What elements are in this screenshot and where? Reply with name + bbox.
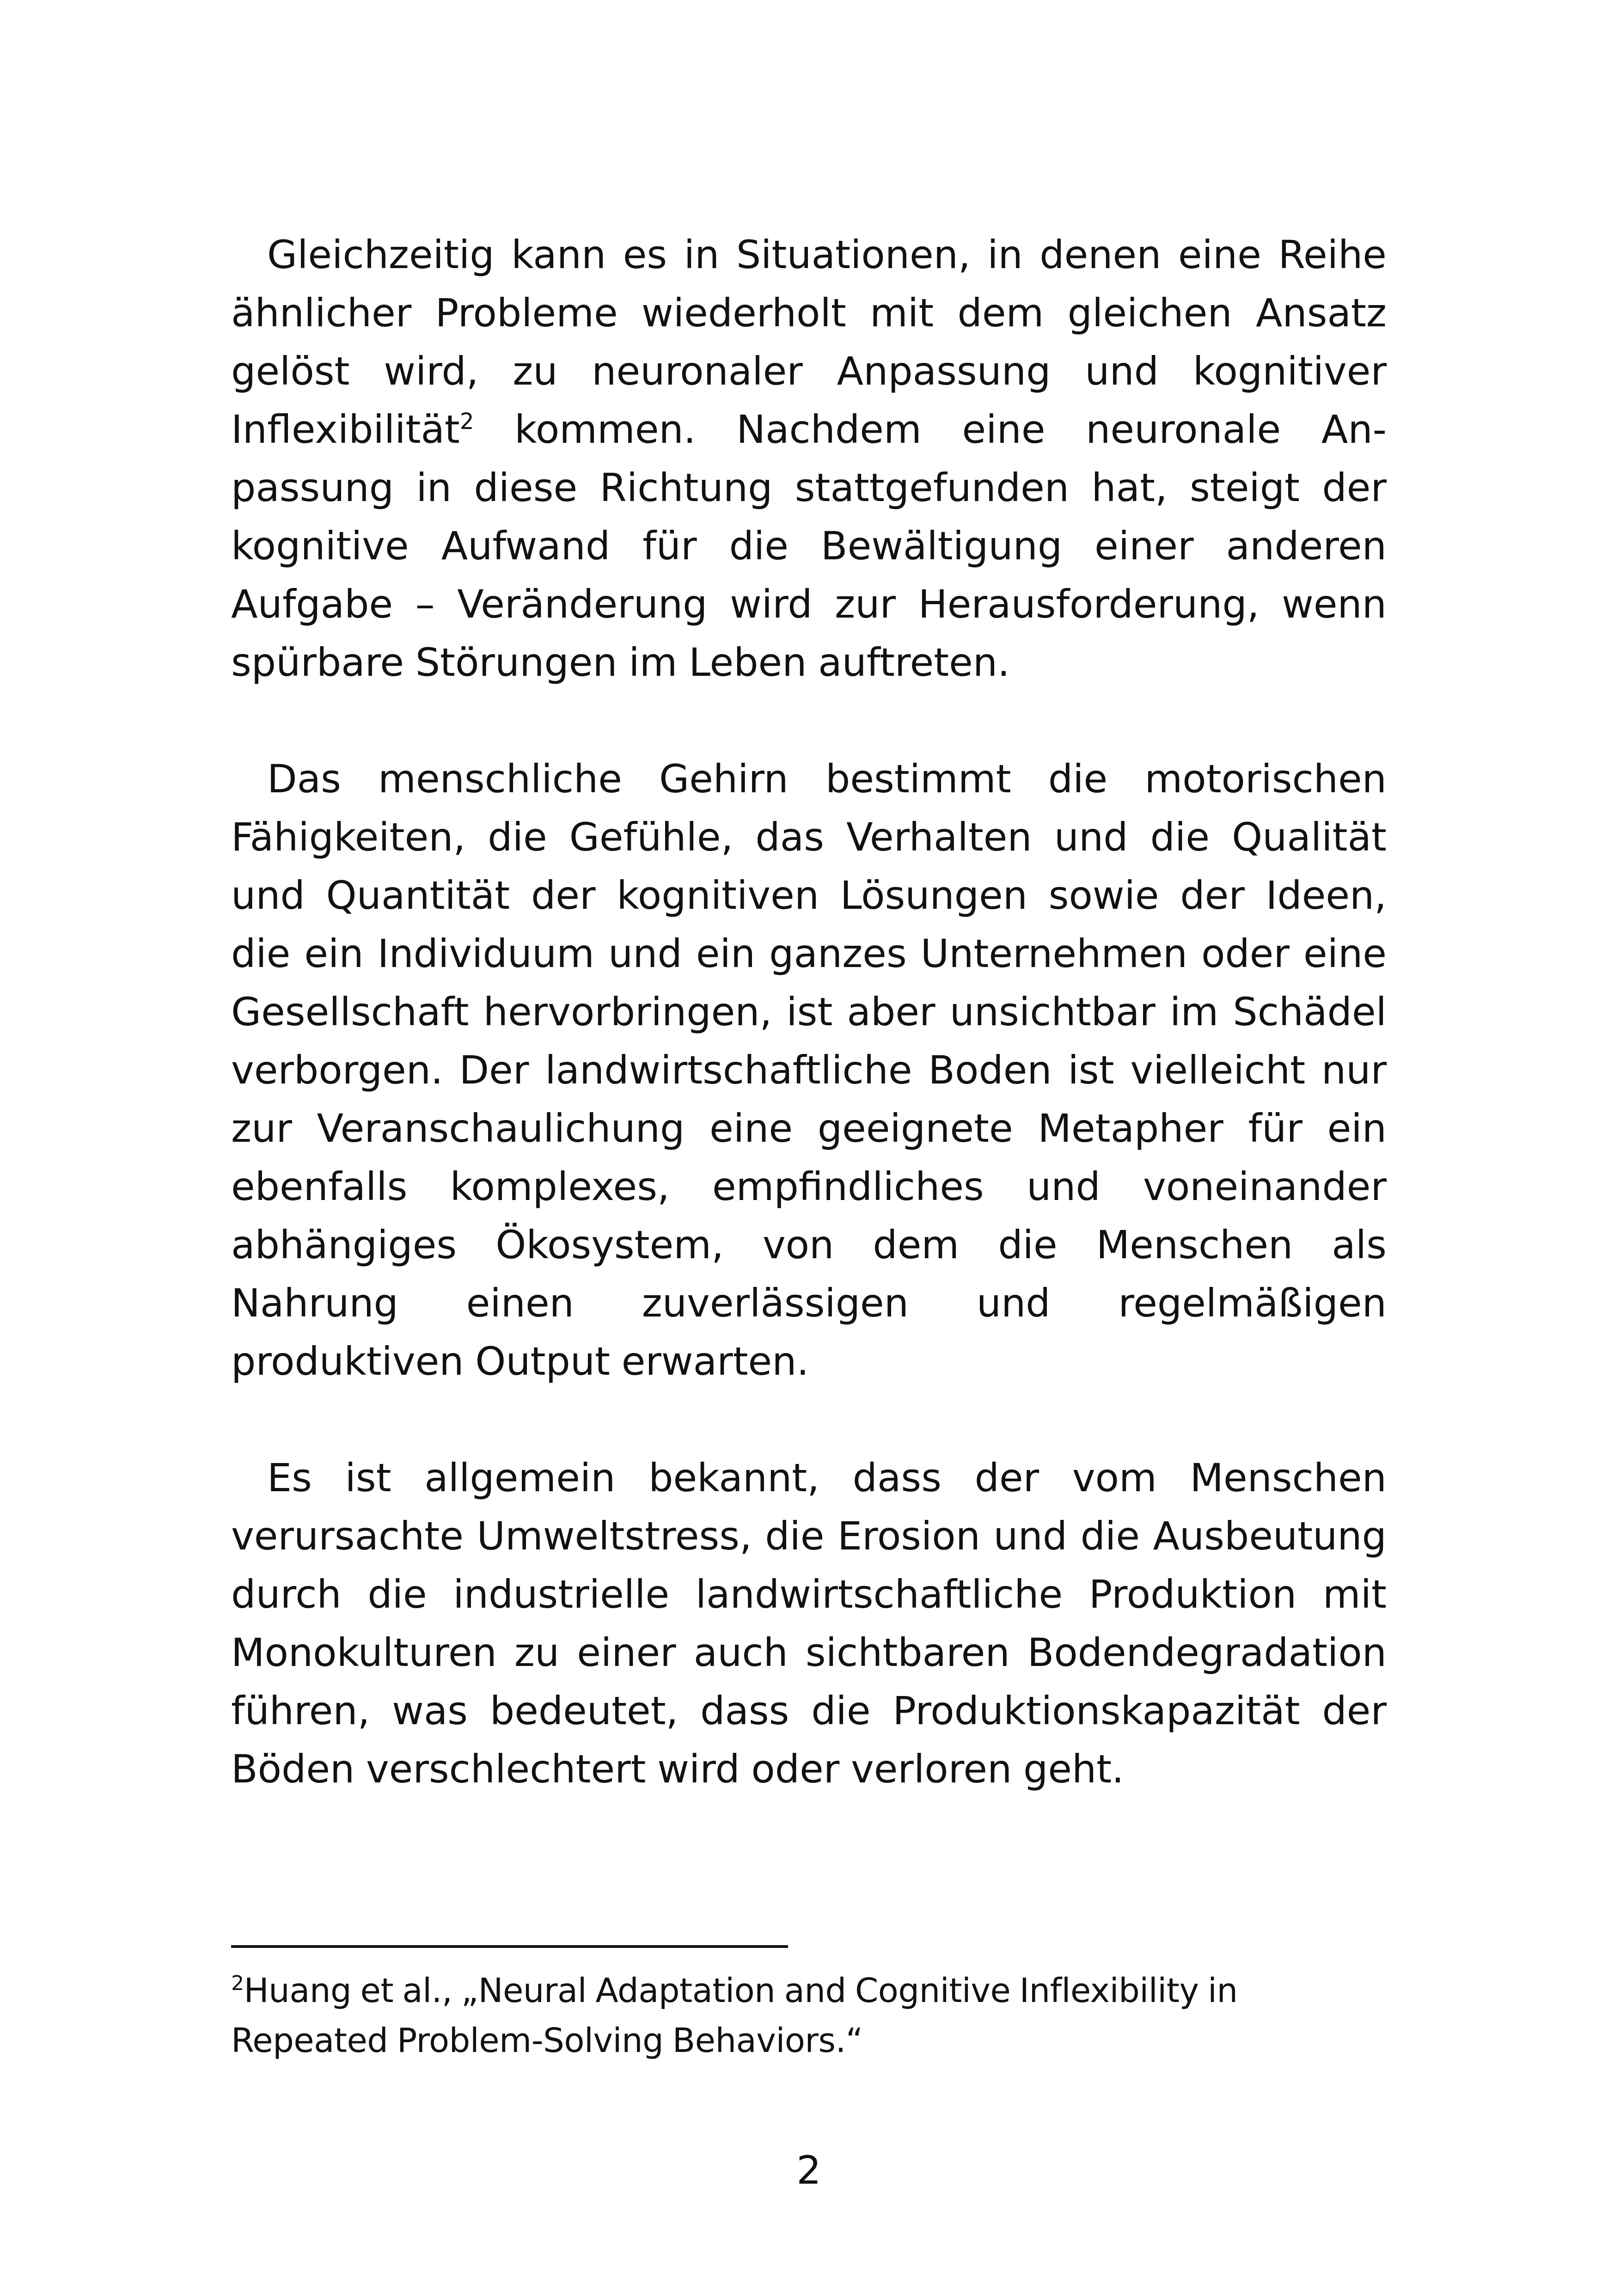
body-paragraph-1 (231, 226, 1387, 692)
body-paragraph-3: Es ist allgemein bekannt, dass der vom Menschen verursachte Umweltstress, die Erosion und die Ausbeutung durch die industrielle landwirtschaftliche Produktion mit Monokulturen zu einer auch sichtbaren Bodendegradation führen, was bedeutet, dass die Produktionskapazität der Böden verschlechtert wird oder verloren geht. (231, 1455, 1387, 1792)
body-paragraph-2: Das menschliche Gehirn bestimmt die motorischen Fähigkeiten, die Gefühle, das Verhalten und die Qualität und Quantität der kognitiven Lösungen sowie der Ideen, die ein Individuum und ein ganzes Unternehmen oder eine Gesellschaft hervorbringen, ist aber unsichtbar im Schädel verborgen. Der landwirtschaftliche Boden ist vielleicht nur zur Veranschaulichung eine geeignete Metapher für ein ebenfalls komplexes, empfindliches und voneinander abhängiges Ökosystem, von dem die Menschen als Nahrung einen zuverlässigen und regelmäßigen produktiven Output erwarten. (231, 756, 1387, 1384)
footnote-text: Huang et al., „Neural Adaptation and Cognitive Inflexibility in Repeated Problem-Solving Behaviors.“ (231, 1971, 1238, 2060)
footnote-reference-marker: 2 (459, 409, 474, 435)
document-page (231, 0, 1387, 2296)
paragraph-1-text-after-note: kommen. Nachdem eine neuronale Anpassung in diese Richtung stattgefunden hat, steigt der kognitive Aufwand für die Bewältigung einer anderen Aufgabe – Veränderung wird zur Herausforderung, wenn spürbare Störungen im Leben auftreten. (231, 407, 1387, 685)
footnote-marker: 2 (231, 1971, 244, 1995)
footnote-separator-line (231, 1945, 788, 1948)
paragraph-1-text-before-note: Gleichzeitig kann es in Situationen, in denen eine Reihe ähnlicher Probleme wiederholt mit dem gleichen Ansatz gelöst wird, zu neuronaler Anpassung und kognitiver Inflexibilität (231, 232, 1387, 452)
footnote (231, 1965, 1387, 2065)
page-number: 2 (796, 2148, 821, 2193)
